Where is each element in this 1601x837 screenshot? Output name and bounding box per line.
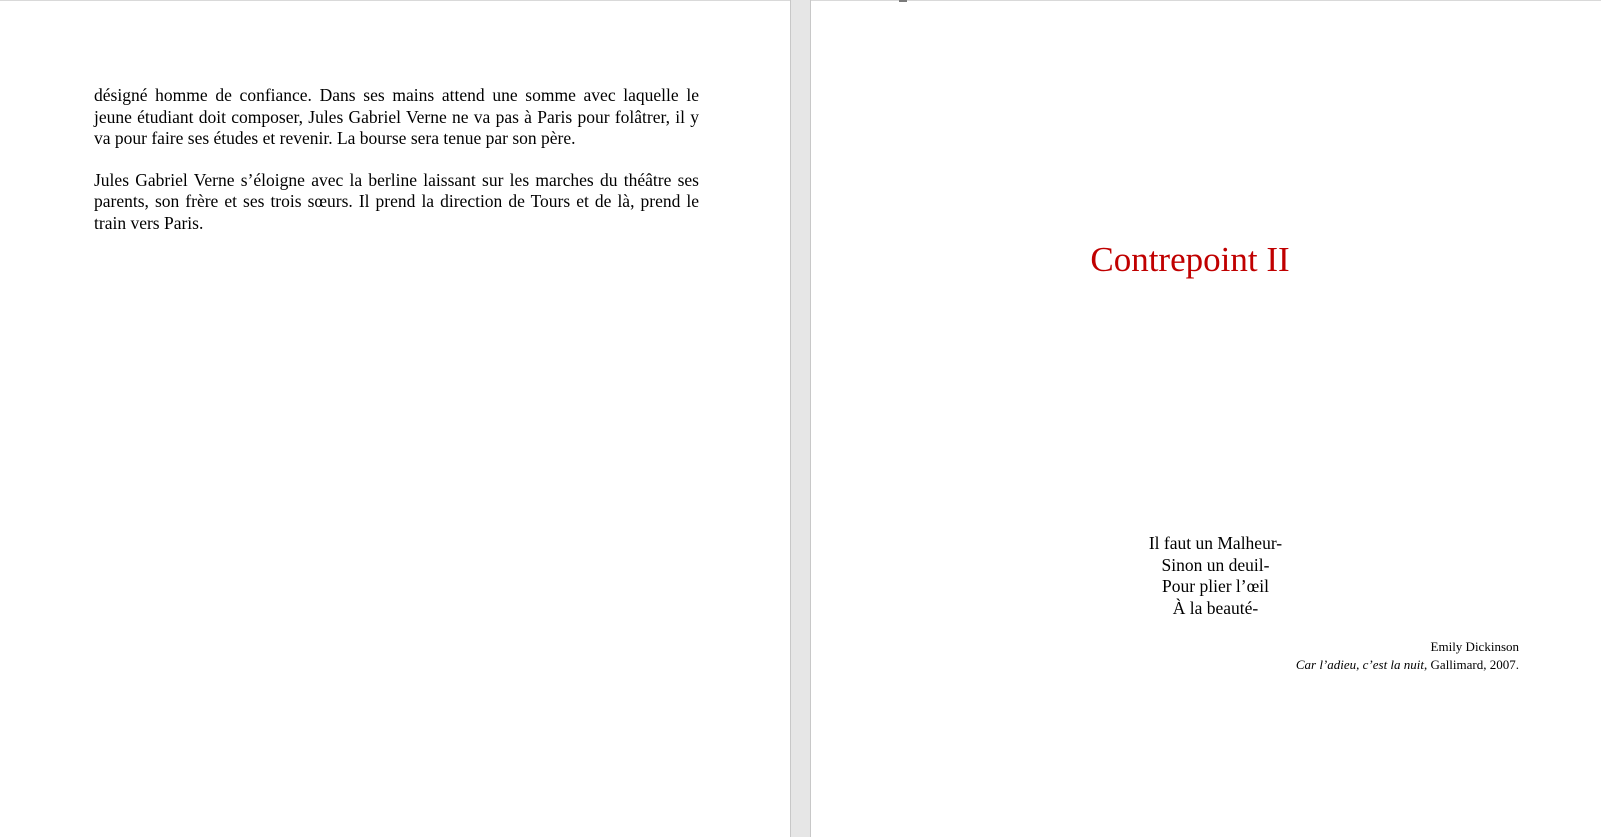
left-page — [0, 0, 791, 837]
source-publisher: , Gallimard, 2007. — [1424, 657, 1519, 672]
epigraph-author: Emily Dickinson — [1430, 639, 1519, 654]
poem-line: À la beauté- — [1172, 597, 1259, 618]
chapter-title-text: Contrepoint II — [1090, 240, 1290, 279]
epigraph-attribution — [1296, 638, 1519, 674]
poem-line: Pour plier l’œil — [1162, 576, 1269, 596]
epigraph-source — [1296, 656, 1519, 674]
paragraph: Jules Gabriel Verne s’éloigne avec la berline laissant sur les marches du théâtre ses parents, son frère et ses trois sœurs. Il prend la direction de Tours et de là, prend le train vers Paris. — [94, 169, 699, 233]
page-top-edge — [0, 0, 790, 1]
poem-line: Il faut un Malheur- — [1148, 533, 1283, 553]
body-text — [94, 85, 699, 254]
source-book-title: Car l’adieu, c’est la nuit — [1295, 657, 1425, 672]
epigraph-poem — [1103, 533, 1328, 619]
right-page — [810, 0, 1601, 837]
paragraph: désigné homme de confiance. Dans ses mains attend une somme avec laquelle le jeune étudiant doit composer, Jules Gabriel Verne ne va pas à Paris pour folâtrer, il y va pour faire ses études et revenir. La bourse sera tenue par son père. — [94, 85, 699, 148]
text-cursor-mark — [899, 0, 907, 2]
page-top-edge — [811, 0, 1601, 1]
poem-line: Sinon un deuil- — [1161, 554, 1270, 575]
chapter-title — [811, 240, 1601, 280]
